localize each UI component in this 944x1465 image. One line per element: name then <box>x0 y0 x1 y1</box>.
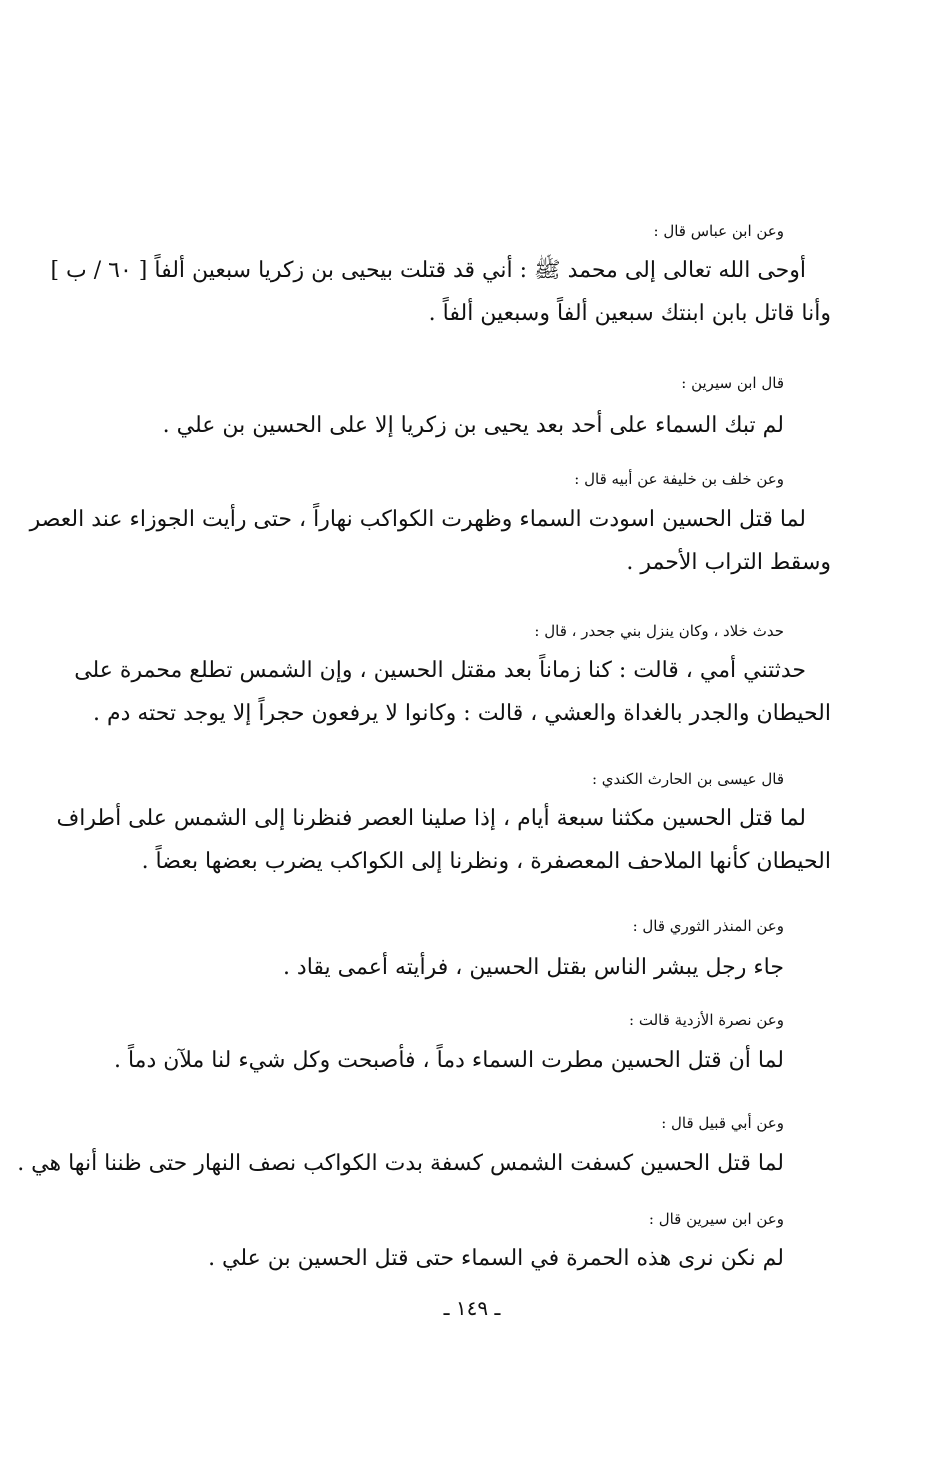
section-8-heading: وعن أبي قبيل قال : <box>661 1114 784 1132</box>
section-4-line-1: حدثتني أمي ، قالت : كنا زماناً بعد مقتل الحسين ، وإن الشمس تطلع محمرة على <box>74 658 806 683</box>
section-4-heading: حدث خلاد ، وكان ينزل بني جحدر ، قال : <box>534 622 784 640</box>
section-4-line-2: الحيطان والجدر بالغداة والعشي ، قالت : وكانوا لا يرفعون حجراً إلا يوجد تحته دم . <box>92 701 831 726</box>
section-5-line-2: الحيطان كأنها الملاحف المعصفرة ، ونظرنا إلى الكواكب يضرب بعضها بعضاً . <box>141 849 831 874</box>
section-5-line-1: لما قتل الحسين مكثنا سبعة أيام ، إذا صلينا العصر فنظرنا إلى الشمس على أطراف <box>56 806 806 831</box>
section-1-line-2: وأنا قاتل بابن ابنتك سبعين ألفاً وسبعين ألفاً . <box>428 301 831 326</box>
section-9-heading: وعن ابن سيرين قال : <box>648 1210 784 1228</box>
section-1-heading: وعن ابن عباس قال : <box>653 222 784 240</box>
section-5-heading: قال عيسى بن الحارث الكندي : <box>591 770 784 788</box>
section-2-heading: قال ابن سيرين : <box>681 374 784 392</box>
section-9-line-1: لم نكن نرى هذه الحمرة في السماء حتى قتل الحسين بن علي . <box>208 1246 784 1271</box>
section-8-line-1: لما قتل الحسين كسفت الشمس كسفة بدت الكواكب نصف النهار حتى ظننا أنها هي . <box>17 1151 784 1176</box>
section-6-heading: وعن المنذر الثوري قال : <box>632 917 784 935</box>
section-3-heading: وعن خلف بن خليفة عن أبيه قال : <box>574 470 784 488</box>
section-7-line-1: لما أن قتل الحسين مطرت السماء دماً ، فأصبحت وكل شيء لنا ملآن دماً . <box>113 1048 784 1073</box>
section-7-heading: وعن نصرة الأزدية قالت : <box>629 1011 784 1029</box>
section-1-line-1: أوحى الله تعالى إلى محمد ﷺ : أني قد قتلت بيحيى بن زكريا سبعين ألفاً [ ٦٠ / ب ] <box>50 258 806 283</box>
section-6-line-1: جاء رجل يبشر الناس بقتل الحسين ، فرأيته أعمى يقاد . <box>282 955 784 980</box>
page-number: ـ ١٤٩ ـ <box>443 1296 501 1320</box>
section-3-line-2: وسقط التراب الأحمر . <box>626 550 831 575</box>
section-3-line-1: لما قتل الحسين اسودت السماء وظهرت الكواكب نهاراً ، حتى رأيت الجوزاء عند العصر <box>29 507 806 532</box>
section-2-line-1: لم تبك السماء على أحد بعد يحيى بن زكريا إلا على الحسين بن علي . <box>162 413 784 438</box>
